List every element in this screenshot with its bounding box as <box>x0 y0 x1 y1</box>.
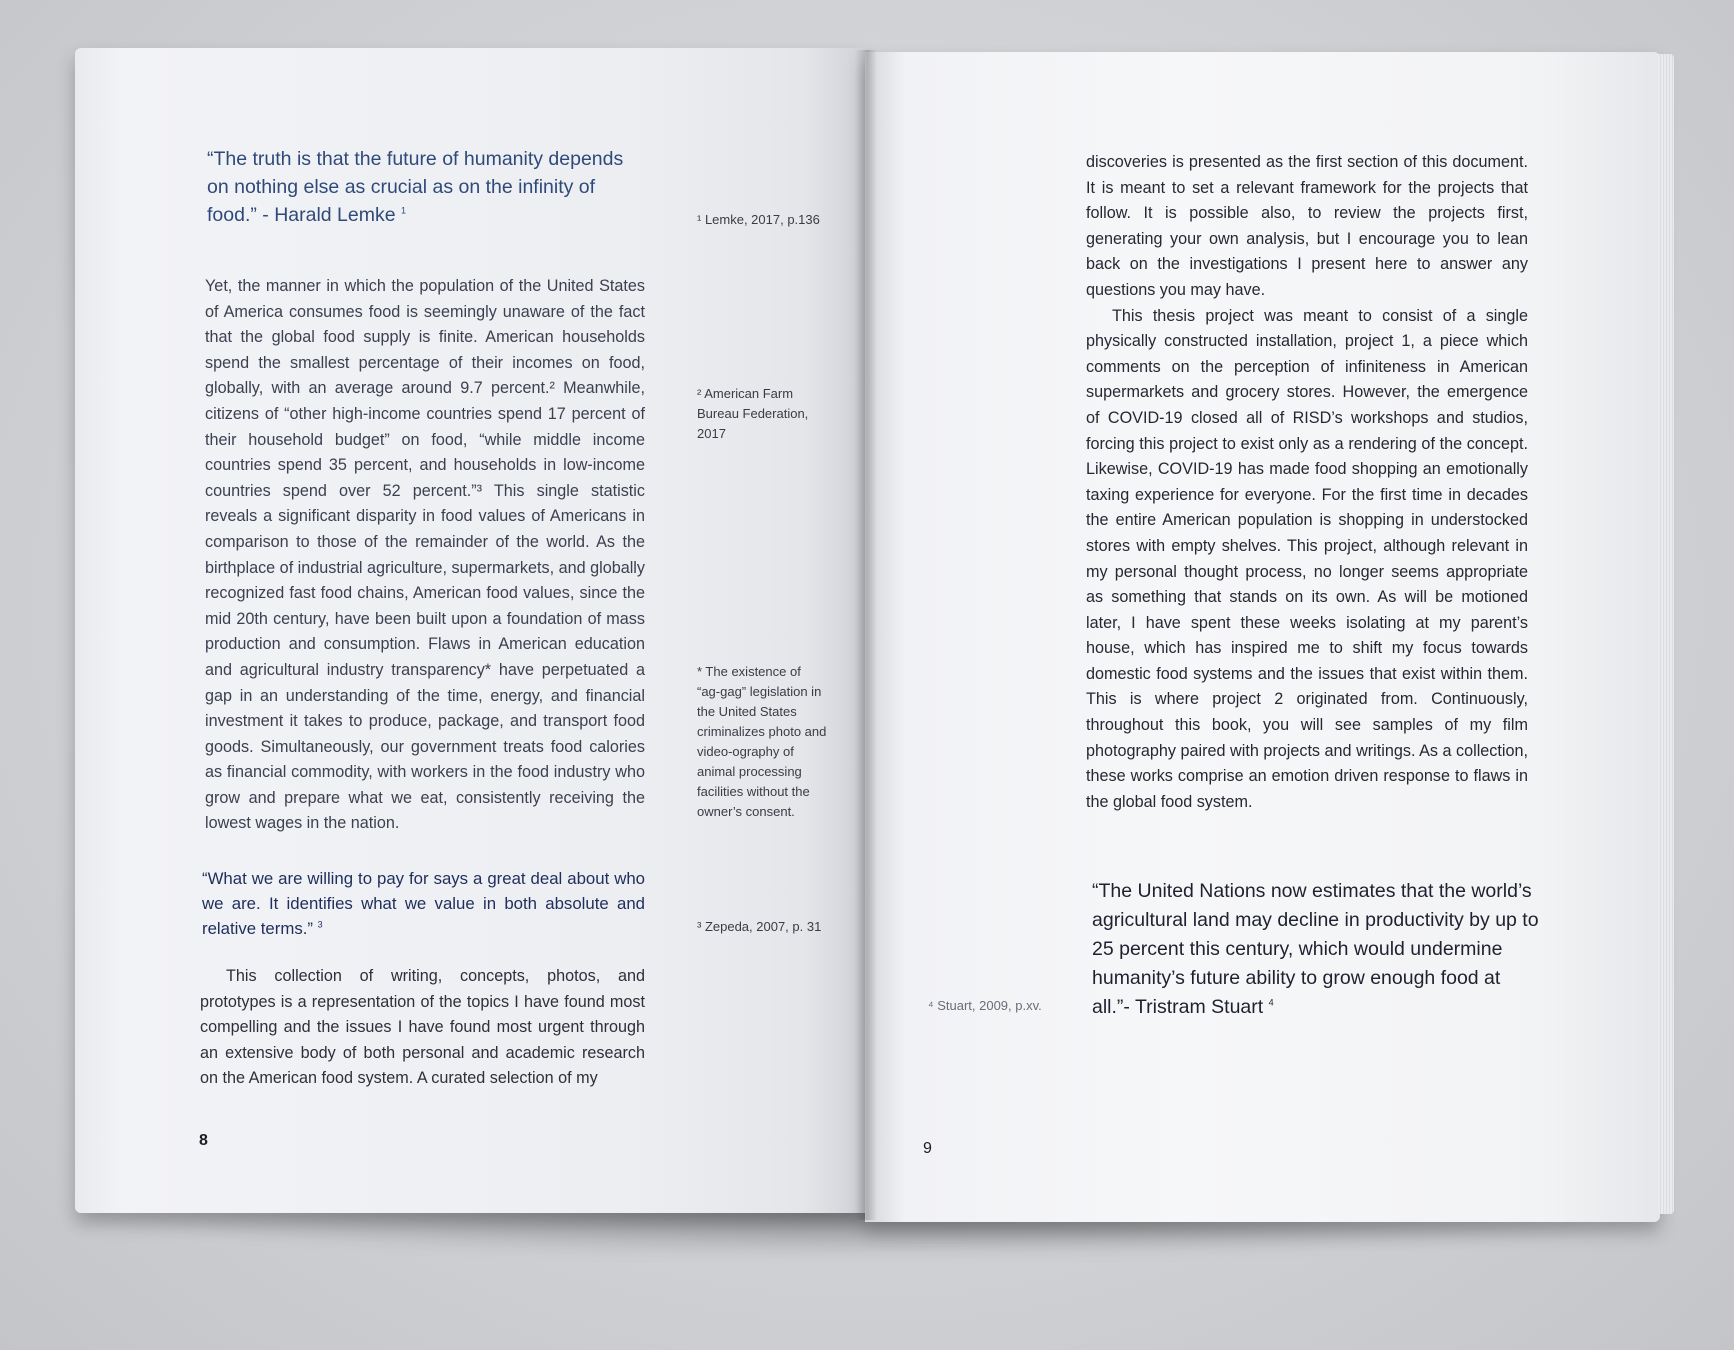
right-body-text <box>1086 150 1528 815</box>
closing-quote-footnote-ref: 4 <box>1268 997 1274 1008</box>
left-body-paragraph-2: This collection of writing, concepts, photos, and prototypes is a representation of the topics I have found most compelling and the issues I have found most urgent through an extensive body of both personal and academic research on the American food system. A curated selection of my <box>200 967 645 1088</box>
pull-quote-footnote-ref: 3 <box>317 919 323 930</box>
footnote-4: ⁴ Stuart, 2009, p.xv. <box>928 998 1042 1013</box>
footnote-1: ¹ Lemke, 2017, p.136 <box>697 212 820 227</box>
book-gutter <box>855 50 877 1220</box>
pull-quote-zepeda: “What we are willing to pay for says a great deal about who we are. It identifies what we value in both absolute and relative terms.” $^3$ <box>202 869 645 938</box>
closing-quote: “The United Nations now estimates that the world’s agricultural land may decline in productivity by up to 25 percent this century, which would undermine humanity’s future ability to grow enough food at all.”- Tristram Stuart $^4$ <box>1092 880 1539 1018</box>
left-body-paragraph: Yet, the manner in which the population of the United States of America consumes food is seemingly unaware of the fact that the global food supply is finite. American households spend the smallest percentage of their incomes on food, globally, with an average around 9.7 percent.² Meanwhile, citizens of “other high-income countries spend 17 percent of their household budget” on food, “while middle income countries spend 35 percent, and households in low-income countries spend over 52 percent.”³ This single statistic reveals a significant disparity in food values of Americans in comparison to those of the remainder of the world. As the birthplace of industrial agriculture, supermarkets, and globally recognized fast food chains, American food values, since the mid 20th century, have been built upon a foundation of mass production and consumption. Flaws in American education and agricultural industry transparency* have perpetuated a gap in an understanding of the time, energy, and financial investment it takes to produce, package, and transport food goods. Simultaneously, our government treats food calories as financial commodity, with workers in the food industry who grow and prepare what we eat, consistently receiving the lowest wages in the nation. <box>205 277 645 833</box>
right-body-paragraph-1: discoveries is presented as the first section of this document. It is meant to set a relevant framework for the projects that follow. It is possible also, to review the projects first, generating your own analysis, but I encourage you to lean back on the investigations I present here to answer any questions you may have. <box>1086 153 1528 299</box>
page-edges <box>1658 54 1674 1214</box>
opening-quote: “The truth is that the future of humanity depends on nothing else as crucial as on the infinity of food.” - Harald Lemke $^1$ <box>207 148 624 226</box>
page-number-left: 8 <box>199 1132 208 1149</box>
footnote-3: ³ Zepeda, 2007, p. 31 <box>697 919 822 934</box>
right-body-paragraph-2: This thesis project was meant to consist of a single physically constructed installation, project 1, a piece which comments on the perception of infiniteness in American supermarkets and grocery stores. However, the emergence of COVID-19 closed all of RISD’s workshops and studios, forcing this project to exist only as a rendering of the concept. Likewise, COVID-19 has made food shopping an emotionally taxing experience for everyone. For the first time in decades the entire American population is shopping in understocked stores with empty shelves. This project, although relevant in my personal thought process, no longer seems appropriate as something that stands on its own. As will be motioned later, I have spent these weeks isolating at my parent’s house, which has inspired me to shift my focus towards domestic food systems and the issues that exist within them. This is where project 2 originated from. Continuously, throughout this book, you will see samples of my film photography paired with projects and writings. As a collection, these works comprise an emotion driven response to flaws in the global food system. <box>1086 306 1528 811</box>
footnote-star: * The existence of “ag-gag” legislation in the United States criminalizes photo and video-ography of animal processing facilities without the owner’s consent. <box>697 664 827 819</box>
footnote-2: ² American Farm Bureau Federation, 2017 <box>697 386 809 441</box>
page-number-right: 9 <box>923 1140 932 1157</box>
quote-footnote-ref: 1 <box>401 205 407 216</box>
